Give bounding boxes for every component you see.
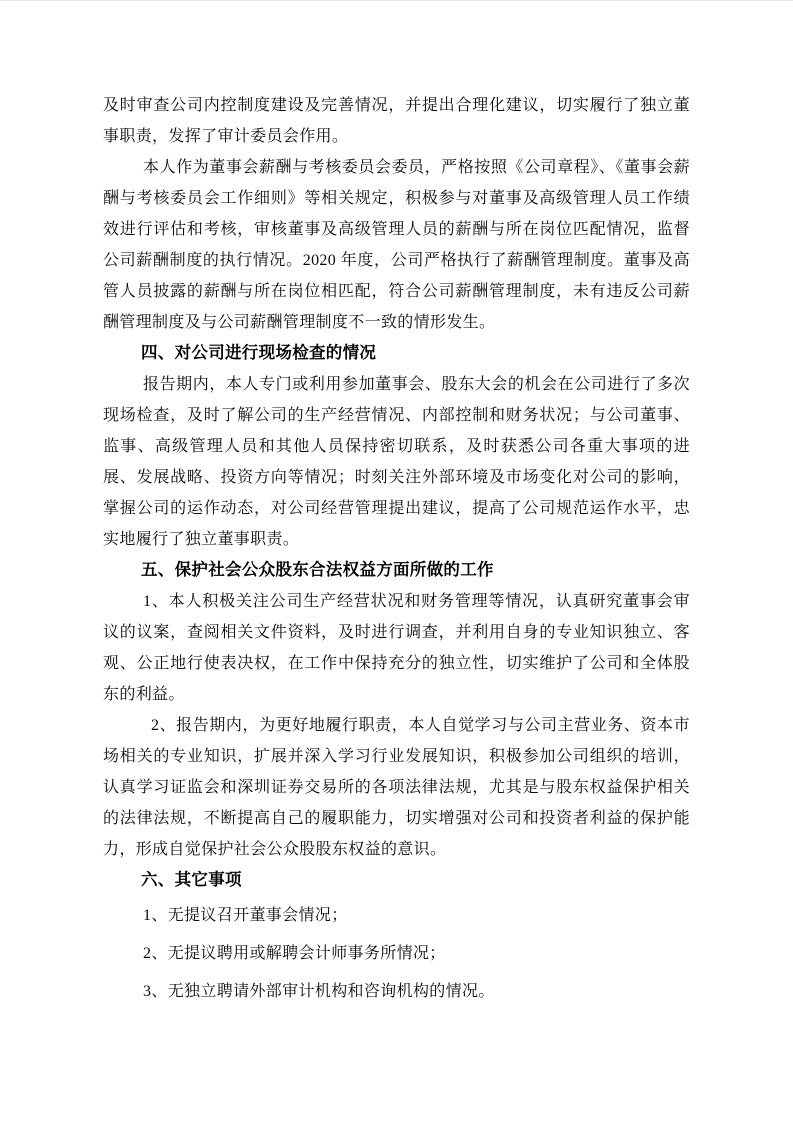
section-heading-6-other-matters: 六、其它事项 bbox=[141, 871, 242, 889]
paragraph-remuneration-committee: 本人作为董事会薪酬与考核委员会委员，严格按照《公司章程》、《董事会薪酬与考核委员会工作细则》等相关规定，积极参与对董事及高级管理人员工作绩效进行评估和考核，审核董事及高级管理人员的薪酬与所在岗位匹配情况，监督公司薪酬制度的执行情况。2020 年度，公司严格执行了薪酬管理制度。董事及高管人员披露的薪酬与所在岗位相匹配，符合公司薪酬管理制度，未有违反公司薪酬管理制度及与公司薪酬管理制度不一致的情形发生。 bbox=[103, 159, 690, 331]
paragraph-protect-shareholders-item-1: 1、本人积极关注公司生产经营状况和财务管理等情况，认真研究董事会审议的议案，查阅相关文件资料，及时进行调查，并利用自身的专业知识独立、客观、公正地行使表决权，在工作中保持充分的独立性，切实维护了公司和全体股东的利益。 bbox=[103, 593, 690, 703]
paragraph-audit-committee-continuation: 及时审查公司内控制度建设及完善情况，并提出合理化建议，切实履行了独立董事职责，发挥了审计委员会作用。 bbox=[103, 97, 690, 145]
section-heading-5-protect-public-shareholders: 五、保护社会公众股东合法权益方面所做的工作 bbox=[141, 561, 494, 579]
paragraph-site-inspection: 报告期内，本人专门或利用参加董事会、股东大会的机会在公司进行了多次现场检查，及时了解公司的生产经营情况、内部控制和财务状况；与公司董事、监事、高级管理人员和其他人员保持密切联系，及时获悉公司各重大事项的进展、发展战略、投资方向等情况；时刻关注外部环境及市场变化对公司的影响，掌握公司的运作动态，对公司经营管理提出建议，提高了公司规范运作水平，忠实地履行了独立董事职责。 bbox=[103, 376, 690, 548]
other-matters-item-2: 2、无提议聘用或解聘会计师事务所情况； bbox=[143, 945, 446, 962]
other-matters-item-1: 1、无提议召开董事会情况； bbox=[143, 907, 348, 924]
section-heading-4-site-inspection: 四、对公司进行现场检查的情况 bbox=[141, 344, 377, 362]
paragraph-protect-shareholders-item-2: 2、报告期内，为更好地履行职责，本人自觉学习与公司主营业务、资本市场相关的专业知识，扩展并深入学习行业发展知识，积极参加公司组织的培训，认真学习证监会和深圳证券交易所的各项法律法规，尤其是与股东权益保护相关的法律法规，不断提高自己的履职能力，切实增强对公司和投资者利益的保护能力，形成自觉保护社会公众股股东权益的意识。 bbox=[103, 717, 690, 858]
other-matters-item-3: 3、无独立聘请外部审计机构和咨询机构的情况。 bbox=[143, 983, 495, 1000]
